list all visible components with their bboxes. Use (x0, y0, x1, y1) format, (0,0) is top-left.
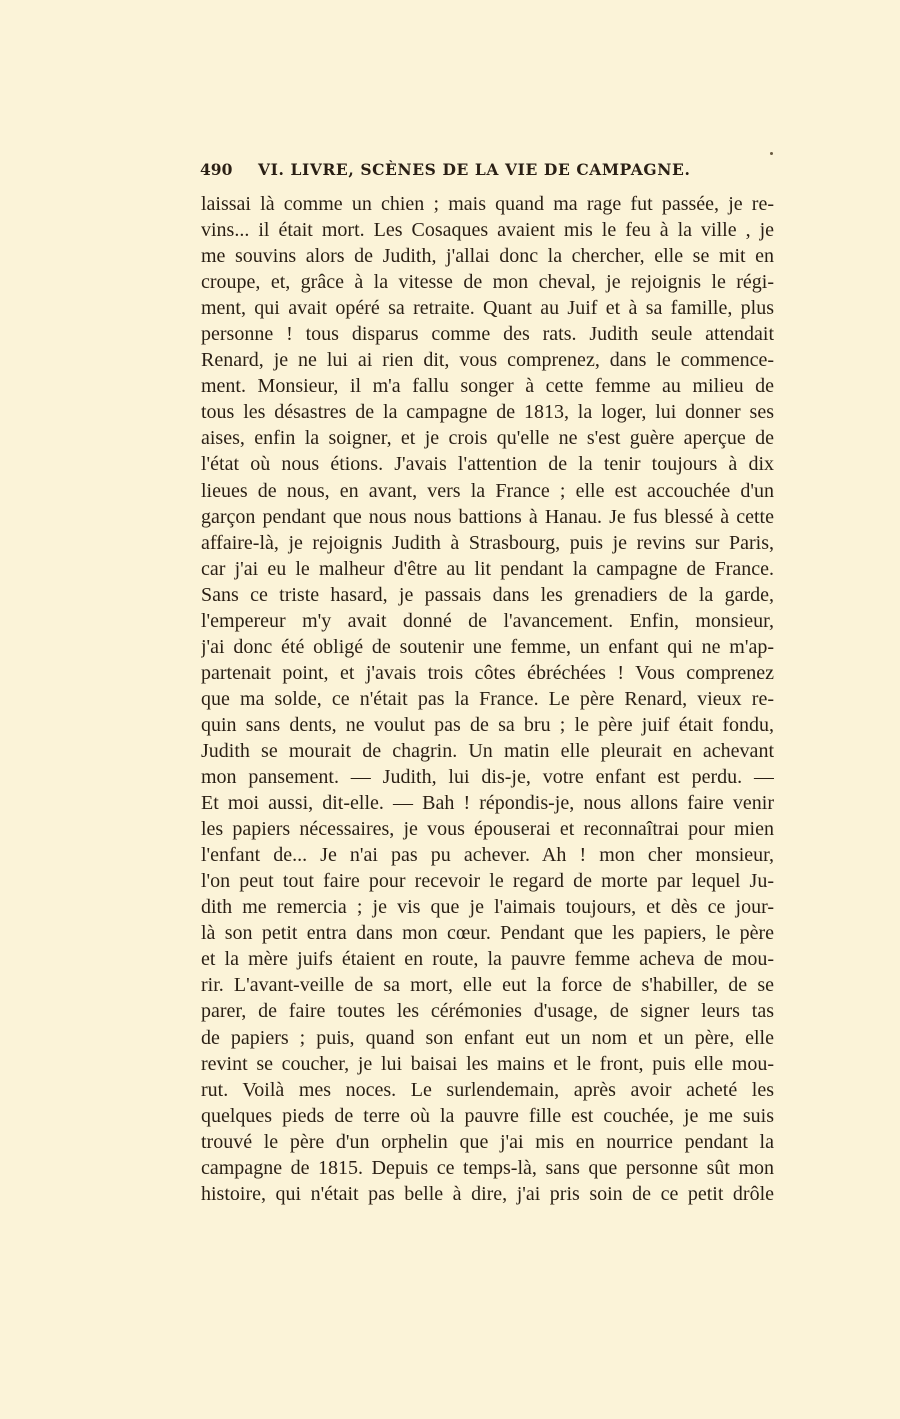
text-line: mon pansement. — Judith, lui dis-je, votre enfant est perdu. — (201, 766, 774, 789)
text-line: campagne de 1815. Depuis ce temps-là, sans que personne sût mon (201, 1156, 774, 1179)
text-line: dith me remercia ; je vis que je l'aimais toujours, et dès ce jour- (201, 896, 774, 919)
text-line: l'empereur m'y avait donné de l'avancement. Enfin, monsieur, (201, 609, 774, 632)
text-line: affaire-là, je rejoignis Judith à Strasbourg, puis je revins sur Paris, (201, 531, 774, 554)
text-line: lieues de nous, en avant, vers la France ; elle est accouchée d'un (201, 479, 774, 502)
text-line: quelques pieds de terre où la pauvre fille est couchée, je me suis (201, 1104, 774, 1127)
text-line: quin sans dents, ne voulut pas de sa bru ; le père juif était fondu, (201, 713, 774, 736)
text-line: personne ! tous disparus comme des rats. Judith seule attendait (201, 323, 774, 346)
text-line: Et moi aussi, dit-elle. — Bah ! répondis-je, nous allons faire venir (201, 792, 774, 815)
text-line: partenait point, et j'avais trois côtes ébréchées ! Vous comprenez (201, 661, 774, 684)
text-line: revint se coucher, je lui baisai les mains et le front, puis elle mou- (201, 1052, 774, 1075)
text-line: j'ai donc été obligé de soutenir une femme, un enfant qui ne m'ap- (201, 635, 774, 658)
text-line: les papiers nécessaires, je vous épouserai et reconnaîtrai pour mien (201, 818, 774, 841)
text-line: l'enfant de... Je n'ai pas pu achever. Ah ! mon cher monsieur, (201, 844, 774, 867)
text-line: garçon pendant que nous nous battions à Hanau. Je fus blessé à cette (201, 505, 774, 528)
text-line: laissai là comme un chien ; mais quand ma rage fut passée, je re- (201, 193, 774, 215)
text-line: Judith se mourait de chagrin. Un matin elle pleurait en achevant (201, 739, 774, 762)
text-line: l'état où nous étions. J'avais l'attention de la tenir toujours à dix (201, 453, 774, 476)
ink-speck (770, 152, 773, 155)
text-line: ment. Monsieur, il m'a fallu songer à cette femme au milieu de (201, 375, 774, 398)
text-line: parer, de faire toutes les cérémonies d'usage, de signer leurs tas (201, 1000, 774, 1023)
page-number: 490 (200, 160, 233, 179)
text-line: vins... il était mort. Les Cosaques avaient mis le feu à la ville , je (201, 219, 774, 242)
text-line: de papiers ; puis, quand son enfant eut un nom et un père, elle (201, 1026, 774, 1049)
text-line: que ma solde, ce n'était pas la France. Le père Renard, vieux re- (201, 687, 774, 710)
running-title: VI. LIVRE, SCÈNES DE LA VIE DE CAMPAGNE. (258, 160, 691, 179)
text-line: Sans ce triste hasard, je passais dans les grenadiers de la garde, (201, 583, 774, 606)
text-line: et la mère juifs étaient en route, la pauvre femme acheva de mou- (201, 948, 774, 971)
text-line: Renard, je ne lui ai rien dit, vous comprenez, dans le commence- (201, 349, 774, 372)
text-line: me souvins alors de Judith, j'allai donc la chercher, elle se mit en (201, 245, 774, 268)
text-line: ment, qui avait opéré sa retraite. Quant au Juif et à sa famille, plus (201, 297, 774, 320)
text-line: aises, enfin la soigner, et je crois qu'elle ne s'est guère aperçue de (201, 427, 774, 450)
text-line: car j'ai eu le malheur d'être au lit pendant la campagne de France. (201, 557, 774, 580)
body-text (201, 191, 774, 1207)
text-line: croupe, et, grâce à la vitesse de mon cheval, je rejoignis le régi- (201, 271, 774, 294)
text-line: rut. Voilà mes noces. Le surlendemain, après avoir acheté les (201, 1078, 774, 1101)
running-header (200, 160, 705, 184)
text-line: histoire, qui n'était pas belle à dire, j'ai pris soin de ce petit drôle (201, 1182, 774, 1205)
text-line: l'on peut tout faire pour recevoir le regard de morte par lequel Ju- (201, 870, 774, 893)
text-line: là son petit entra dans mon cœur. Pendant que les papiers, le père (201, 922, 774, 945)
text-line: rir. L'avant-veille de sa mort, elle eut la force de s'habiller, de se (201, 974, 774, 997)
text-line: tous les désastres de la campagne de 1813, la loger, lui donner ses (201, 401, 774, 424)
text-line: trouvé le père d'un orphelin que j'ai mis en nourrice pendant la (201, 1130, 774, 1153)
